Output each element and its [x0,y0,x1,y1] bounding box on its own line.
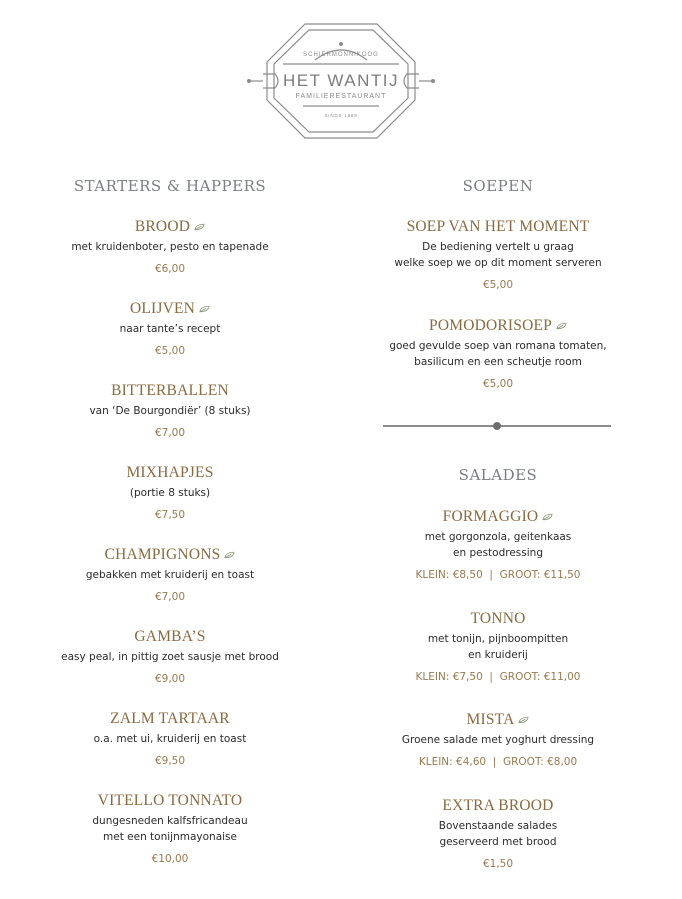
menu-item [383,709,613,769]
menu-item-description [40,731,300,747]
menu-item-price: €5,00 [482,378,514,390]
description-line: goed gevulde soep van romana tomaten, [389,340,607,352]
description-line: met een tonijnmayonaise [103,831,237,843]
description-line: Bovenstaande salades [438,820,558,832]
description-line: (portie 8 stuks) [129,487,211,499]
menu-item-name-text: CHAMPIGNONS [104,546,221,563]
menu-item [383,795,613,871]
menu-item-description [383,529,613,561]
vegetarian-leaf-icon [194,223,205,231]
description-line: welke soep we op dit moment serveren [394,257,602,269]
menu-item-name [130,300,210,318]
menu-item-price: KLEIN: €8,50 | GROOT: €11,50 [415,569,581,581]
starters-column [40,0,300,899]
menu-item-price: €7,00 [154,427,186,439]
menu-item [383,506,613,582]
menu-item-name-text: FORMAGGIO [442,508,539,525]
menu-item-price: €9,00 [154,673,186,685]
vegetarian-leaf-icon [224,551,235,559]
menu-item-name-text: POMODORISOEP [429,317,552,334]
menu-item-name [126,464,213,482]
menu-item [40,298,300,358]
menu-item-description [40,485,300,501]
menu-item [40,462,300,522]
menu-item-name [135,218,205,236]
menu-item-name [429,317,567,335]
menu-item-name-text: BITTERBALLEN [111,382,229,399]
menu-item-description [40,321,300,337]
menu-item [383,216,613,292]
vegetarian-leaf-icon [556,322,567,330]
menu-item-name-text: MISTA [466,711,515,728]
menu-item-price: €1,50 [482,858,514,870]
description-line: Groene salade met yoghurt dressing [401,734,595,746]
description-line: met gorgonzola, geitenkaas [424,531,572,543]
menu-item [40,708,300,768]
soups-salads-column [383,0,613,899]
menu-item-description [40,649,300,665]
menu-item-name [98,792,243,810]
menu-item-price: KLEIN: €7,50 | GROOT: €11,00 [415,671,581,683]
description-line: easy peal, in pittig zoet sausje met brood [61,651,279,663]
menu-item-name-text: ZALM TARTAAR [110,710,230,727]
menu-item-price: KLEIN: €4,60 | GROOT: €8,00 [418,756,578,768]
menu-item [383,315,613,391]
menu-item [40,790,300,866]
menu-item-description [40,239,300,255]
menu-item-name [134,628,205,646]
menu-item-name-text: SOEP VAN HET MOMENT [406,218,590,235]
divider-dot [493,422,501,430]
menu-item-description [383,732,613,748]
vegetarian-leaf-icon [199,305,210,313]
section-title-soepen: SOEPEN [462,177,534,195]
description-line: geserveerd met brood [439,836,557,848]
description-line: met tonijn, pijnboompitten [427,633,569,645]
description-line: en pestodressing [453,547,543,559]
menu-item-price: €5,00 [154,345,186,357]
vegetarian-leaf-icon [542,513,553,521]
section-title-salades: SALADES [458,466,538,484]
description-line: De bediening vertelt u graag [422,241,574,253]
description-line: en kruiderij [468,649,528,661]
description-line: dungesneden kalfsfricandeau [92,815,248,827]
menu-item-name [443,508,554,526]
menu-item [40,626,300,686]
menu-item-name [407,218,590,236]
menu-item [383,608,613,684]
menu-item-price: €7,00 [154,591,186,603]
menu-item-name [442,797,553,815]
description-line: o.a. met ui, kruiderij en toast [93,733,247,745]
menu-item-price: €7,50 [154,509,186,521]
menu-item-price: €9,50 [154,755,186,767]
description-line: naar tante’s recept [119,323,221,335]
description-line: van ‘De Bourgondiër’ (8 stuks) [89,405,251,417]
description-line: met kruidenboter, pesto en tapenade [71,241,269,253]
menu-item-description [383,239,613,271]
menu-item-name-text: GAMBA’S [134,628,206,645]
description-line: basilicum en een scheutje room [414,356,582,368]
menu-item [40,380,300,440]
menu-item-price: €5,00 [482,279,514,291]
svg-text:FAMILIERESTAURANT: FAMILIERESTAURANT [295,93,387,100]
menu-item-name-text: BROOD [134,218,191,235]
menu-item-description [40,403,300,419]
menu-item-name-text: TONNO [470,610,526,627]
svg-text:SINDS 1989: SINDS 1989 [324,113,358,118]
menu-item-description [40,567,300,583]
menu-item-price: €6,00 [154,263,186,275]
menu-item-description [383,818,613,850]
menu-item [40,544,300,604]
menu-item-description [383,631,613,663]
menu-item-description [40,813,300,845]
description-line: gebakken met kruiderij en toast [85,569,255,581]
menu-item-name [467,711,530,729]
menu-item-name-text: EXTRA BROOD [442,797,554,814]
menu-item-price: €10,00 [151,853,189,865]
svg-text:SCHIERMONNIKOOG: SCHIERMONNIKOOG [303,52,379,58]
menu-item-name-text: MIXHAPJES [126,464,214,481]
menu-item [40,216,300,276]
section-title-starters: STARTERS & HAPPERS [73,177,267,195]
menu-item-name-text: OLIJVEN [129,300,196,317]
menu-item-name [105,546,236,564]
svg-text:HET WANTIJ: HET WANTIJ [282,71,400,90]
menu-item-name [471,610,526,628]
menu-item-description [383,338,613,370]
vegetarian-leaf-icon [518,716,529,724]
menu-item-name-text: VITELLO TONNATO [97,792,243,809]
menu-item-name [110,710,230,728]
menu-item-name [111,382,229,400]
